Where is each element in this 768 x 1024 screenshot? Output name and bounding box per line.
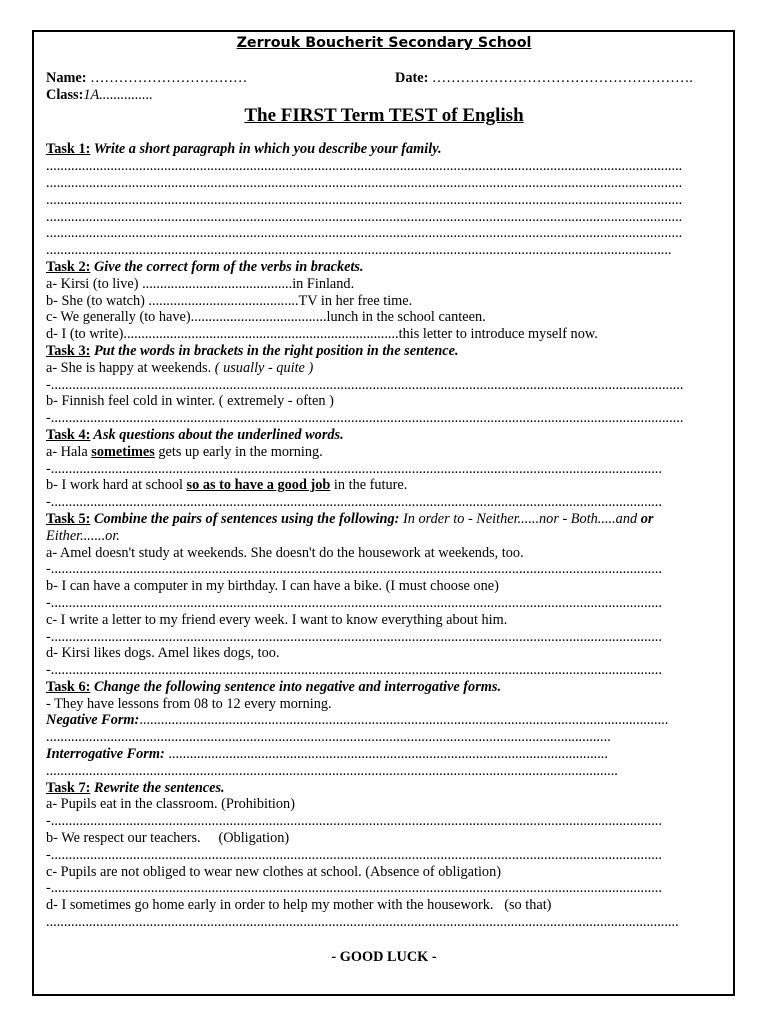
task4-label: Task 4: [46, 426, 91, 443]
task7-instruction: Rewrite the sentences. [90, 779, 225, 796]
task5-answer-line[interactable]: -........................................................................................................................................................................... [46, 594, 662, 611]
task7-item: b- We respect our teachers. (Obligation) [46, 830, 290, 847]
task7-item: d- I sometimes go home early in order to help my mother with the housework. (so that) [46, 897, 552, 914]
date-label: Date: [395, 69, 429, 86]
underlined-word: sometimes [91, 443, 155, 460]
class-label: Class: [46, 86, 84, 103]
task5-label: Task 5: [46, 510, 91, 527]
task4-answer-line[interactable]: -........................................................................................................................................................................... [46, 460, 662, 477]
task3-heading [46, 343, 722, 360]
good-luck-footer: - GOOD LUCK - [331, 948, 437, 965]
task5-item: d- Kirsi likes dogs. Amel likes dogs, too. [46, 645, 280, 662]
task7-label: Task 7: [46, 779, 91, 796]
negative-form-label: Negative Form: [46, 712, 140, 729]
class-field[interactable]: 1A............... [83, 86, 153, 103]
task2-heading [46, 259, 722, 276]
task2-item[interactable]: b- She (to watch) ..........................................TV in her free time. [46, 292, 413, 309]
negative-form-line[interactable]: .............................................................................................................................................................. [46, 729, 611, 746]
task7-item: c- Pupils are not obliged to wear new clothes at school. (Absence of obligation) [46, 863, 501, 880]
task7-answer-line[interactable]: ................................................................................................................................................................................. [46, 914, 679, 931]
task2-instruction: Give the correct form of the verbs in brackets. [90, 258, 364, 275]
task3-hint-a: ( usually - quite ) [214, 359, 314, 376]
task2-item[interactable]: d- I (to write).............................................................................this letter to introduce myself now. [46, 326, 598, 343]
test-title: The FIRST Term TEST of English [244, 105, 524, 127]
task1-answer-line[interactable]: .................................................................................................................................................................................. [46, 174, 683, 191]
task6-heading [46, 679, 722, 696]
interrogative-form-line[interactable]: ................................................................................................................................................................ [46, 762, 618, 779]
task1-label: Task 1: [46, 141, 91, 158]
task3-label: Task 3: [46, 342, 91, 359]
date-field[interactable]: ………………………………………………. [428, 69, 693, 86]
task7-answer-line[interactable]: -........................................................................................................................................................................... [46, 813, 662, 830]
task7-answer-line[interactable]: -........................................................................................................................................................................... [46, 846, 662, 863]
task1-answer-line[interactable]: ............................................................................................................................................................................... [46, 242, 672, 259]
task5-heading: Task 5: Combine the pairs of sentences using the following: In order to - Neither......nor - Both.....and or [46, 510, 654, 527]
task2-label: Task 2: [46, 258, 91, 275]
name-label: Name: [46, 69, 87, 86]
underlined-phrase: so as to have a good job [186, 477, 331, 494]
school-name: Zerrouk Boucherit Secondary School [236, 35, 532, 51]
task4-answer-line[interactable]: -........................................................................................................................................................................... [46, 494, 662, 511]
task2-item[interactable]: a- Kirsi (to live) ..........................................in Finland. [46, 275, 355, 292]
task6-sentence: - They have lessons from 08 to 12 every morning. [46, 695, 332, 712]
task3-answer-line[interactable]: -................................................................................................................................................................................. [46, 376, 684, 393]
task6-label: Task 6: [46, 678, 91, 695]
task7-item: a- Pupils eat in the classroom. (Prohibition) [46, 796, 295, 813]
worksheet [46, 33, 722, 967]
task5-connectors: In order to - Neither......nor - Both.....and [399, 510, 638, 527]
task2-item[interactable]: c- We generally (to have)......................................lunch in the school canteen. [46, 309, 486, 326]
task3-instruction: Put the words in brackets in the right position in the sentence. [90, 342, 459, 359]
negative-form-field[interactable]: .................................................................................................................................................... [139, 712, 669, 729]
task4-item-a: a- Hala sometimes gets up early in the morning. [46, 443, 323, 460]
name-date-row [46, 70, 722, 87]
task5-connectors-cont: Either.......or. [46, 527, 120, 544]
task1-answer-line[interactable]: .................................................................................................................................................................................. [46, 225, 683, 242]
interrogative-form-label: Interrogative Form: [46, 746, 165, 763]
task4-instruction: Ask questions about the underlined words. [90, 426, 344, 443]
task1-answer-line[interactable]: .................................................................................................................................................................................. [46, 158, 683, 175]
task3-item-b: b- Finnish feel cold in winter. ( extremely - often ) [46, 393, 334, 410]
task5-answer-line[interactable]: -........................................................................................................................................................................... [46, 662, 662, 679]
task5-item: b- I can have a computer in my birthday. I can have a bike. (I must choose one) [46, 578, 499, 595]
task1-instruction: Write a short paragraph in which you describe your family. [90, 141, 442, 158]
task7-heading [46, 780, 722, 797]
task1-answer-line[interactable]: .................................................................................................................................................................................. [46, 208, 683, 225]
task3-answer-line[interactable]: -................................................................................................................................................................................. [46, 410, 684, 427]
task5-item: c- I write a letter to my friend every week. I want to know everything about him. [46, 611, 508, 628]
task4-item-b: b- I work hard at school so as to have a good job in the future. [46, 477, 408, 494]
task6-instruction: Change the following sentence into negative and interrogative forms. [90, 678, 502, 695]
negative-form-row [46, 712, 722, 729]
task5-answer-line[interactable]: -........................................................................................................................................................................... [46, 561, 662, 578]
task1-answer-line[interactable]: .................................................................................................................................................................................. [46, 191, 683, 208]
name-field[interactable]: …………………………… [86, 69, 248, 86]
task1-heading [46, 141, 722, 158]
task7-answer-line[interactable]: -........................................................................................................................................................................... [46, 880, 662, 897]
task4-heading [46, 427, 722, 444]
task5-instruction: Combine the pairs of sentences using the following: [90, 510, 400, 527]
task5-item: a- Amel doesn't study at weekends. She doesn't do the housework at weekends, too. [46, 544, 524, 561]
interrogative-form-row [46, 746, 722, 763]
task3-item-a: a- She is happy at weekends. ( usually - quite ) [46, 359, 314, 376]
task5-answer-line[interactable]: -........................................................................................................................................................................... [46, 628, 662, 645]
interrogative-form-field[interactable]: ........................................................................................................................... [164, 746, 608, 763]
class-row [46, 87, 722, 104]
